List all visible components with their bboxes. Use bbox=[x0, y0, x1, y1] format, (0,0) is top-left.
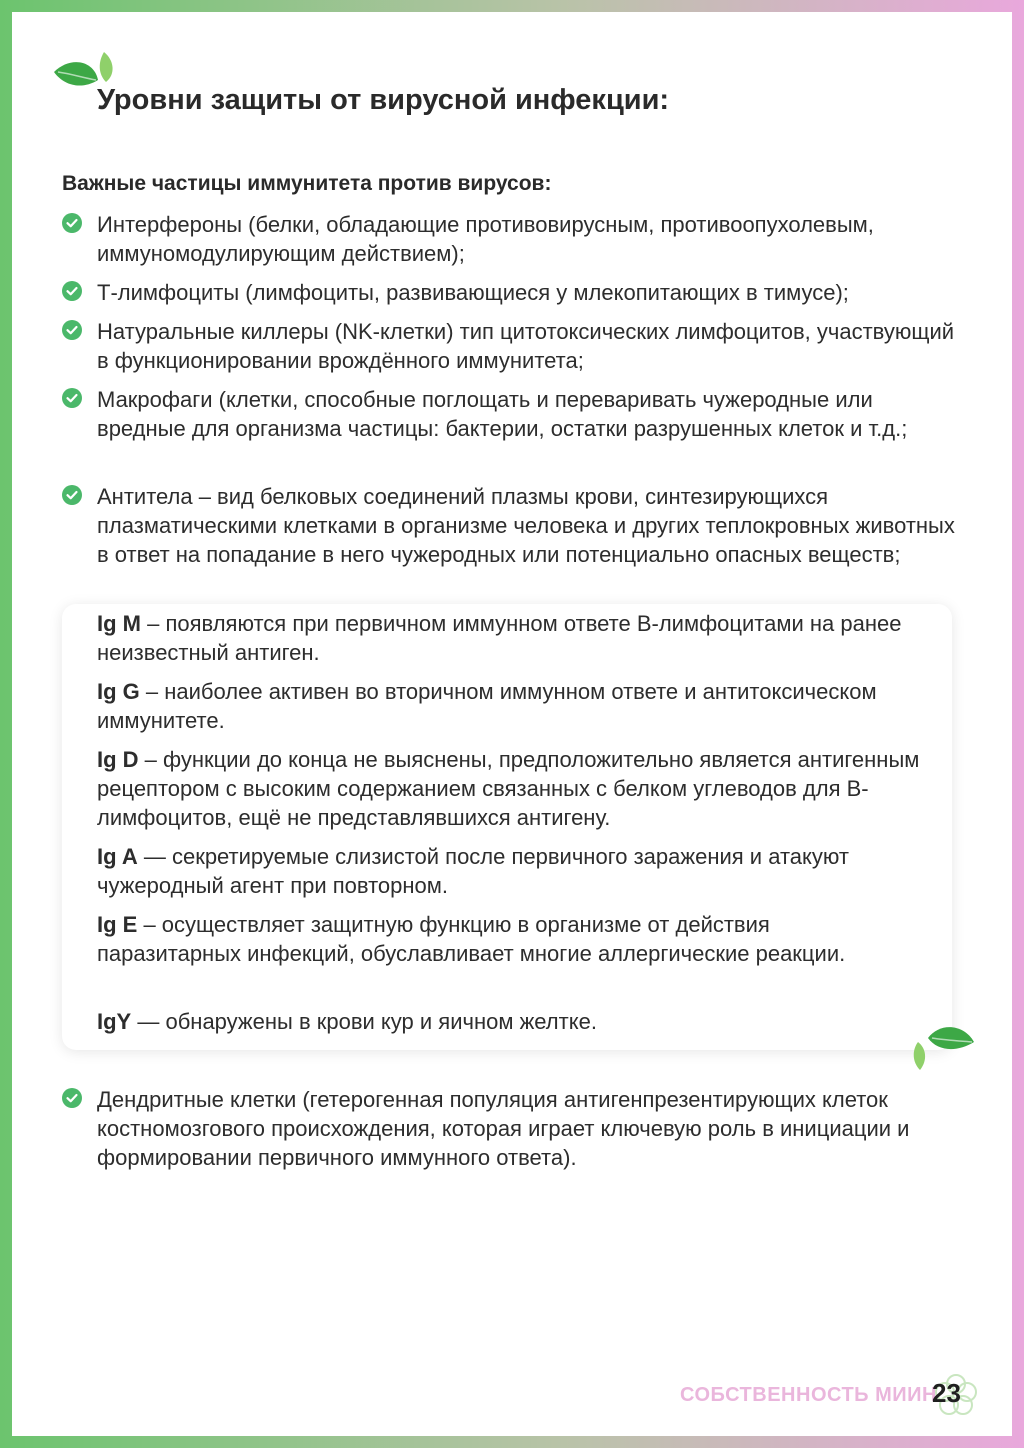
immunoglobulin-description: — секретируемые слизистой после первичного заражения и атакуют чужеродный агент при повторном. bbox=[97, 844, 849, 898]
check-circle-icon bbox=[62, 281, 82, 301]
section-subtitle: Важные частицы иммунитета против вирусов: bbox=[62, 172, 552, 195]
immunoglobulin-entry bbox=[97, 910, 857, 968]
immunoglobulin-name: Ig E bbox=[97, 912, 138, 937]
immunoglobulin-description: – функции до конца не выяснены, предположительно является антигенным рецептором с высоким содержанием связанных с белком углеводов для В-лимфоцитов, ещё не представлявшихся антигену. bbox=[97, 747, 920, 830]
list-item: Дендритные клетки (гетерогенная популяция антигенпрезентирующих клеток костномозгового происхождения, которая играет ключевую роль в инициации и формировании первичного иммунного ответа). bbox=[97, 1087, 910, 1170]
immunoglobulin-entry bbox=[97, 745, 937, 832]
footer-brand: СОБСТВЕННОСТЬ МИИН bbox=[680, 1384, 937, 1406]
check-circle-icon bbox=[62, 213, 82, 233]
page-number: 23 bbox=[932, 1378, 961, 1408]
immunoglobulin-name: Ig A bbox=[97, 844, 138, 869]
check-circle-icon bbox=[62, 1088, 82, 1108]
page-title: Уровни защиты от вирусной инфекции: bbox=[97, 84, 670, 116]
immunoglobulin-name: IgY bbox=[97, 1009, 132, 1034]
leaf-icon bbox=[910, 1020, 976, 1072]
check-circle-icon bbox=[62, 320, 82, 340]
check-circle-icon bbox=[62, 388, 82, 408]
list-item: Макрофаги (клетки, способные поглощать и переваривать чужеродные или вредные для организма частицы: бактерии, остатки разрушенных клеток и т.д.; bbox=[97, 387, 908, 441]
list-item: Т-лимфоциты (лимфоциты, развивающиеся у млекопитающих в тимусе); bbox=[97, 280, 849, 305]
immunoglobulin-description: – осуществляет защитную функцию в организме от действия паразитарных инфекций, обуславливает многие аллергические реакции. bbox=[97, 912, 846, 966]
list-item: Натуральные киллеры (NK-клетки) тип цитотоксических лимфоцитов, участвующий в функционировании врождённого иммунитета; bbox=[97, 319, 955, 373]
immunoglobulin-entry bbox=[97, 609, 927, 667]
immunoglobulin-description: – появляются при первичном иммунном ответе В-лимфоцитами на ранее неизвестный антиген. bbox=[97, 611, 902, 665]
list-item: Антитела – вид белковых соединений плазмы крови, синтезирующихся плазматическими клетками в организме человека и других теплокровных животных в ответ на попадание в него чужеродных или потенциально опасных веществ; bbox=[97, 484, 955, 567]
immunoglobulin-description: — обнаружены в крови кур и яичном желтке. bbox=[131, 1009, 597, 1034]
immunoglobulin-entry bbox=[97, 677, 927, 735]
immunoglobulin-name: Ig G bbox=[97, 679, 140, 704]
check-circle-icon bbox=[62, 485, 82, 505]
immunoglobulin-entry bbox=[97, 1007, 927, 1036]
immunoglobulin-name: Ig M bbox=[97, 611, 141, 636]
immunoglobulin-description: – наиболее активен во вторичном иммунном ответе и антитоксическом иммунитете. bbox=[97, 679, 877, 733]
immunoglobulin-name: Ig D bbox=[97, 747, 139, 772]
immunoglobulin-entry bbox=[97, 842, 857, 900]
list-item: Интерфероны (белки, обладающие противовирусным, противоопухолевым, иммуномодулирующим действием); bbox=[97, 212, 874, 266]
